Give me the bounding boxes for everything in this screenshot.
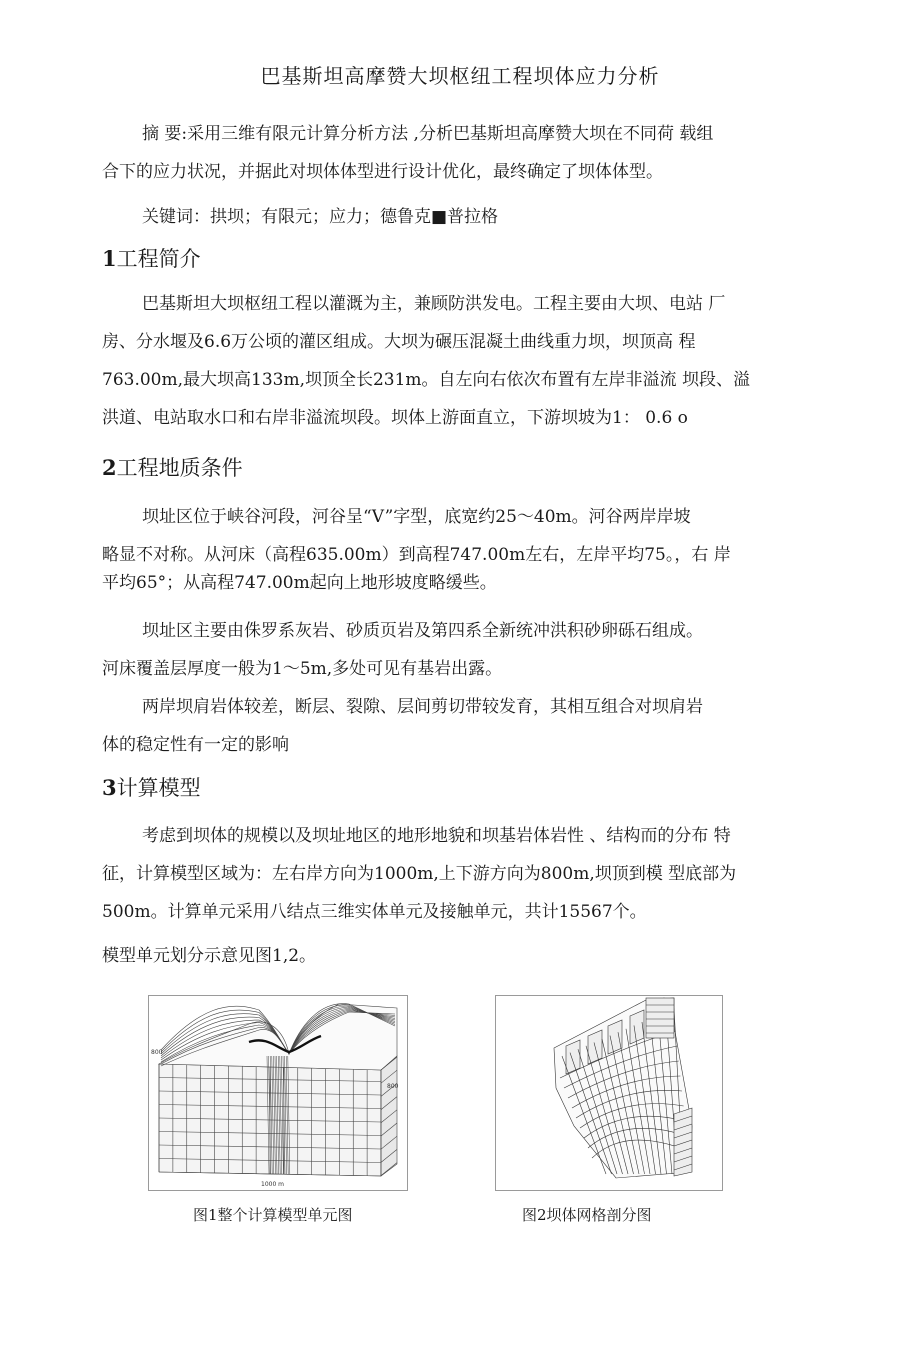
document-title: 巴基斯坦高摩赞大坝枢纽工程坝体应力分析 (260, 64, 660, 88)
section-title: 工程简介 (116, 247, 201, 271)
figure-2-caption: 图2坝体网格剖分图 (522, 1206, 652, 1224)
text-line: 坝址区主要由侏罗系灰岩、砂质页岩及第四系全新统冲洪积砂卵砾石组成。 (142, 621, 703, 641)
section-heading-3 (102, 772, 201, 802)
section-number: 2 (102, 455, 117, 480)
text-line: 500m。计算单元采用八结点三维实体单元及接触单元，共计15567个。 (102, 902, 647, 922)
section-2-paragraph-1 (102, 498, 822, 602)
section-3-paragraph-2 (102, 937, 822, 975)
section-2-paragraph-2 (102, 612, 822, 688)
text-line: 两岸坝肩岩体较差，断层、裂隙、层间剪切带较发育，其相互组合对坝肩岩 (142, 697, 703, 717)
text-line: 模型单元划分示意见图1,2。 (102, 946, 317, 966)
section-heading-2 (102, 452, 243, 482)
dam-mesh-figure (496, 996, 722, 1190)
section-number: 1 (102, 246, 117, 271)
dam-mesh-lines (554, 998, 692, 1178)
abstract (102, 115, 822, 191)
axis-label-bottom: 1000 m (261, 1181, 285, 1188)
keywords: 关键词：拱坝；有限元；应力；德鲁克■普拉格 (142, 207, 499, 227)
text-line: 略显不对称。从河床（高程635.00m）到高程747.00m左右，左岸平均75。，右 岸 (102, 545, 731, 565)
text-line: 征，计算模型区域为：左右岸方向为1000m,上下游方向为800m,坝顶到模 型底部为 (102, 864, 737, 884)
text-line: 房、分水堰及6.6万公顷的灌区组成。大坝为碾压混凝土曲线重力坝，坝顶高 程 (102, 332, 696, 352)
section-number: 3 (102, 775, 117, 800)
section-heading-1 (102, 243, 201, 273)
section-3-paragraph-1 (102, 817, 822, 931)
text-line: 洪道、电站取水口和右岸非溢流坝段。坝体上游面直立，下游坝坡为1： 0.6 o (102, 408, 688, 428)
text-line: 763.00m,最大坝高133m,坝顶全长231m。自左向右依次布置有左岸非溢流 坝段、溢 (102, 370, 750, 390)
abstract-line: 合下的应力状况，并据此对坝体体型进行设计优化，最终确定了坝体体型。 (102, 162, 663, 182)
text-line: 河床覆盖层厚度一般为1～5m,多处可见有基岩出露。 (102, 659, 503, 679)
text-line: 巴基斯坦大坝枢纽工程以灌溉为主，兼顾防洪发电。工程主要由大坝、电站 厂 (142, 294, 726, 314)
text-line: 坝址区位于峡谷河段，河谷呈“V”字型，底宽约25～40m。河谷两岸岸坡 (142, 507, 691, 527)
section-title: 工程地质条件 (116, 456, 243, 480)
section-2-paragraph-3 (102, 688, 822, 764)
mesh-lines (159, 1004, 397, 1176)
abstract-line: 摘 要:采用三维有限元计算分析方法 ,分析巴基斯坦高摩赞大坝在不同荷 载组 (142, 124, 714, 144)
section-title: 计算模型 (116, 776, 201, 800)
text-line: 平均65°；从高程747.00m起向上地形坡度略缓些。 (102, 573, 497, 593)
axis-label-left: 800 (151, 1049, 163, 1056)
figure-1-caption: 图1整个计算模型单元图 (193, 1206, 353, 1224)
text-line: 体的稳定性有一定的影响 (102, 735, 289, 755)
figure-1-image (148, 995, 408, 1191)
axis-label-right: 800 (387, 1083, 399, 1090)
section-1-paragraph (102, 285, 822, 437)
model-mesh-figure (149, 996, 407, 1190)
figure-2-image (495, 995, 723, 1191)
text-line: 考虑到坝体的规模以及坝址地区的地形地貌和坝基岩体岩性 、结构而的分布 特 (142, 826, 731, 846)
